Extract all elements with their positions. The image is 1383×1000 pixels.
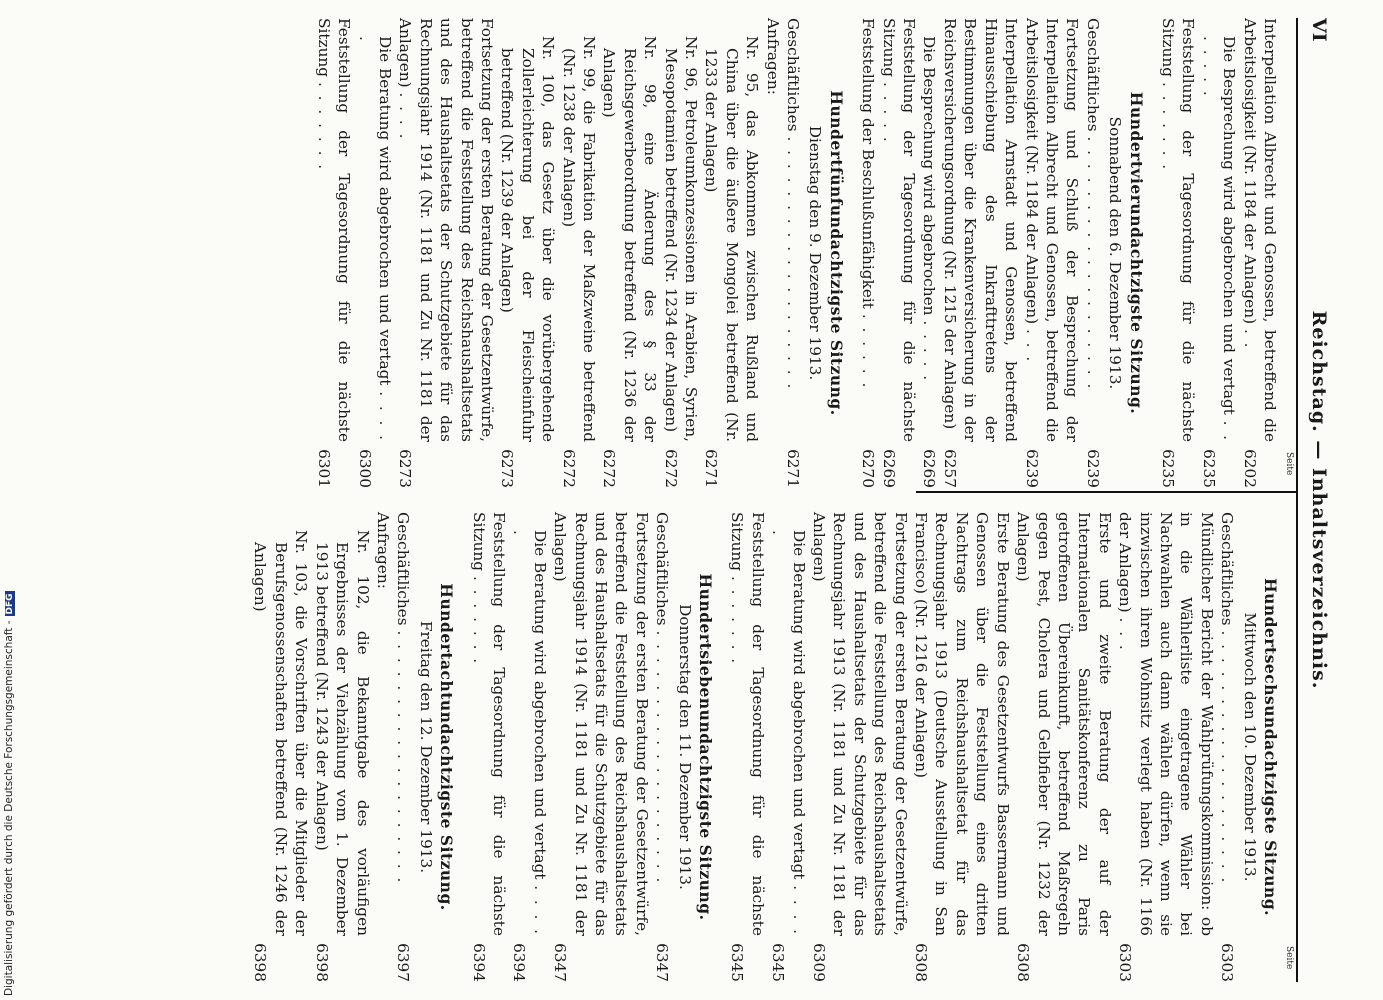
seite-label-left: Seite [1284,452,1294,476]
dfg-logo: DFG [5,593,15,615]
session-title: Hundertachtundachtzigste Sitzung. [437,583,457,911]
rotated-page [70,0,1340,1000]
toc-entry: Geschäftliches . . . . . . . . . . . . . . . . . . . 6271 [784,18,803,488]
toc-entry: Geschäftliches . . . . . . . . . . . . . . . . . . . 6397 [394,512,413,982]
toc-entry: Nr. 102, die Bekanntgabe des vorläufigen Ergebnisses der Viehzählung vom 1. Dezember 1913 betreffend (Nr. 1243 der Anlagen) 6398 [312,530,372,982]
toc-entry: Mündlicher Bericht der Wahlprüfungskommission: ob in die Wählerliste eingetragene Wähler bei Nachwahlen auch dann wählen dürfen, wenn sie inzwischen ihren Wohnsitz verlegt haben (Nr. 1166 der Anlagen) . . . 6303 [1116,512,1216,982]
toc-entry: Nr. 96, Petroleumkonzessionen in Arabien, Syrien, Mesopotamien betreffend (Nr. 1234 der Anlagen) 6272 [661,36,701,488]
session-date: Dienstag den 9. Dezember 1913. [806,125,825,381]
session-date: Donnerstag den 11. Dezember 1913. [675,604,694,890]
toc-entry: Die Besprechung wird abgebrochen und vertagt . . . . . . . 6235 [1199,36,1239,488]
toc-entry: Fortsetzung der ersten Beratung der Gesetzentwürfe, betreffend die Feststellung des Reichshaushaltsetats und des Haushaltsetats der Schutzgebiete für das Rechnungsjahr 1914 (Nr. 1181 und Zu Nr. 1181 der Anlagen) . . . . 6273 [396,18,496,488]
session-title: Hundertvierundachtzigste Sitzung. [1126,91,1146,415]
toc-entry: Feststellung der Tagesordnung für die nächste Sitzung . . . . . . . 6345 [728,512,767,982]
toc-entry: Erste Beratung des Gesetzentwurfs Bassermann und Genossen über die Feststellung eines dritten Nachtrags zum Reichshaushaltsetat für das Rechnungsjahr 1913 (Deutsche Ausstellung in San Francisco) (Nr. 1216 der Anlagen) 6308 [912,512,1012,982]
header-rule [1296,18,1298,982]
session-title: Hundertfünfundachtzigste Sitzung. [826,90,846,416]
toc-entry: Nr. 99, die Fabrikation der Maßzweine betreffend (Nr. 1238 der Anlagen) 6272 [559,36,598,488]
toc-entry: Feststellung der Tagesordnung für die nächste Sitzung . . . . . . . 6235 [1158,18,1198,488]
running-head [1300,18,1330,982]
seite-label-right: Seite [1284,946,1294,970]
toc-entry: Fortsetzung der ersten Beratung der Gesetzentwürfe, betreffend die Feststellung des Reichshaushaltsetats und des Haushaltsetats der Schutzgebiete für das Rechnungsjahr 1913 (Nr. 1181 und Zu Nr. 1181 der Anlagen) 6309 [810,512,910,982]
page-title: Reichstag. — Inhaltsverzeichnis. [1308,310,1330,690]
column-divider [916,491,1296,493]
toc-entry: Geschäftliches . . . . . . . . . . . . . . . . . . . 6239 [1083,18,1102,488]
toc-entry: Die Beratung wird abgebrochen und vertagt . . . . . 6345 [769,530,808,982]
toc-label: Anfragen: [763,18,782,95]
toc-entry: Die Beratung wird abgebrochen und vertagt . . . . . 6300 [355,36,394,488]
toc-entry: Geschäftliches . . . . . . . . . . . . . . . . . . . 6303 [1218,512,1237,982]
toc-entry: Geschäftliches . . . . . . . . . . . . . . . . . . . 6347 [653,512,672,982]
toc-entry: Fortsetzung der ersten Beratung der Gesetzentwürfe, betreffend die Feststellung des Reichshaushaltsetats und des Haushaltsetats für die Schutzgebiete für das Rechnungsjahr 1914 (Nr. 1181 und Zu Nr. 1181 der Anlagen) 6347 [551,512,651,982]
session-date: Freitag den 12. Dezember 1913. [416,620,435,874]
toc-entry: Interpellation Arnstadt und Genossen, betreffend Hinausschiebung des Inkrafttretens der Bestimmungen über die Krankenversicherung in der Reichsversicherungsordnung (Nr. 1215 der Anlagen) 6257 [940,18,1021,488]
toc-entry: Nr. 95, das Abkommen zwischen Rußland und China über die äußere Mongolei betreffend (Nr. 1233 der Anlagen) 6271 [702,36,762,488]
credit-text: Digitalisierung gefördert durch die Deutsche Forschungsgemeinschaft - [3,620,15,996]
right-column [250,512,1280,982]
session-title: Hundertsechsundachtzigste Sitzung. [1261,577,1280,916]
toc-label: Anfragen: [373,512,392,589]
toc-entry: Fortsetzung und Schluß der Besprechung der Interpellation Albrecht und Genossen, betreffend die Arbeitslosigkeit (Nr. 1184 der Anlagen) . . . 6239 [1022,18,1082,488]
digitization-credit [0,0,20,1000]
left-column [313,18,1280,488]
session-title: Hundertsiebenundachtzigste Sitzung. [696,573,716,921]
session-date: Mittwoch den 10. Dezember 1913. [1240,612,1259,882]
toc-entry: Feststellung der Tagesordnung für die nächste Sitzung . . . . . . . 6301 [314,18,354,488]
toc-entry: Interpellation Albrecht und Genossen, betreffend die Arbeitslosigkeit (Nr. 1184 der Anlagen) . . 6202 [1240,18,1279,488]
toc-entry: Erste und zweite Beratung der auf der Internationalen Sanitätskonferenz zu Paris getroffenen Übereinkunft, betreffend Maßregeln gegen Pest, Cholera und Gelbfieber (Nr. 1232 der Anlagen) 6308 [1014,512,1114,982]
toc-entry: Nr. 98, eine Änderung des § 33 der Reichsgewerbeordnung betreffend (Nr. 1236 der Anlagen) 6272 [600,36,660,488]
toc-entry: Die Beratung wird abgebrochen und vertagt . . . . . 6394 [510,530,549,982]
toc-entry: Nr. 100, das Gesetz über die vorübergehende Zollerleichterung bei der Fleischeinfuhr betreffend (Nr. 1239 der Anlagen) 6273 [498,36,558,488]
toc-entry: Feststellung der Tagesordnung für die nächste Sitzung . . . . . 6269 [879,18,919,488]
toc-entry: Nr. 103, die Vorschriften über die Mitglieder der Berufsgenossenschaften betreffend (Nr. 1246 der Anlagen) 6398 [251,530,311,982]
session-date: Sonnabend den 6. Dezember 1913. [1106,116,1125,390]
toc-entry: Feststellung der Tagesordnung für die nächste Sitzung . . . . . . . 6394 [469,512,508,982]
page-number: VI [1308,18,1330,42]
toc-entry: Feststellung der Beschlußunfähigkeit . . . . . . 6270 [859,18,878,488]
toc-entry: Die Besprechung wird abgebrochen . . . . . 6269 [920,36,939,488]
